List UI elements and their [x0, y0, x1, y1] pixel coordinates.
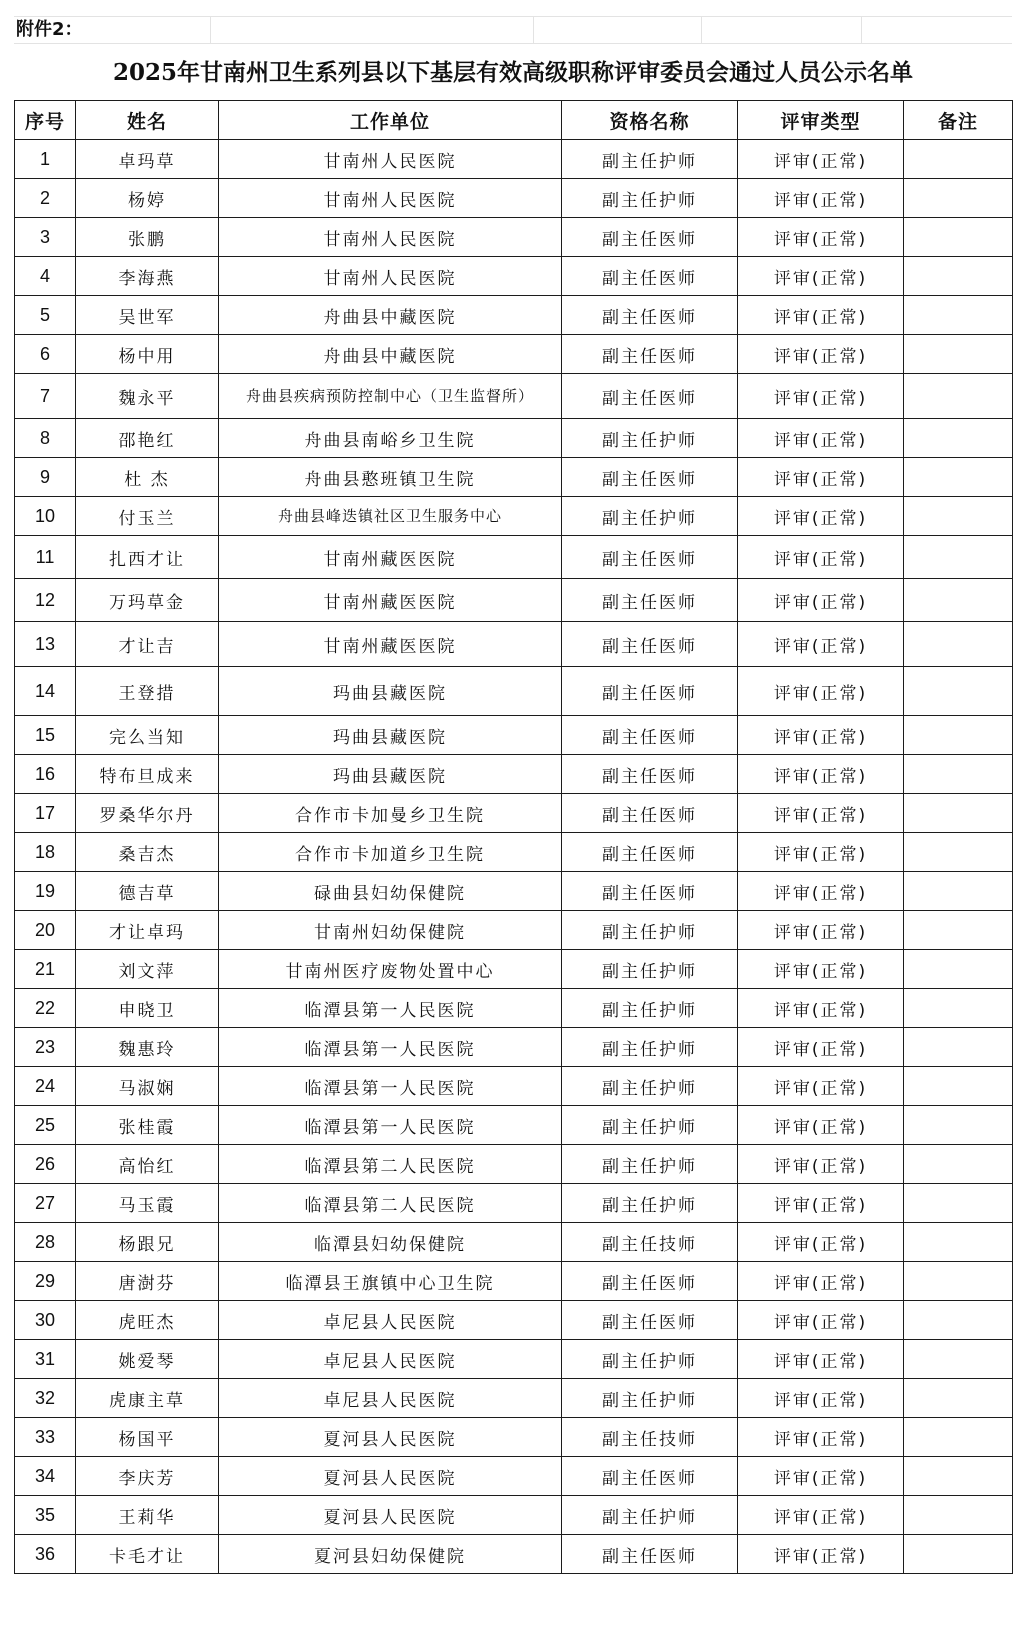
review-type: 评审(正常) [738, 335, 904, 374]
remarks [904, 755, 1013, 794]
review-type: 评审(正常) [738, 497, 904, 536]
table-row [15, 1379, 1013, 1418]
qualification: 副主任医师 [562, 1262, 738, 1301]
row-number: 35 [15, 1496, 76, 1535]
row-number: 8 [15, 419, 76, 458]
table-row [15, 335, 1013, 374]
qualification: 副主任医师 [562, 1301, 738, 1340]
review-type: 评审(正常) [738, 536, 904, 579]
remarks [904, 950, 1013, 989]
person-name: 付玉兰 [76, 497, 219, 536]
header-name: 姓名 [76, 101, 219, 140]
remarks [904, 833, 1013, 872]
review-type: 评审(正常) [738, 833, 904, 872]
work-unit: 临潭县第一人民医院 [219, 1106, 562, 1145]
review-type: 评审(正常) [738, 257, 904, 296]
qualification: 副主任技师 [562, 1223, 738, 1262]
qualification: 副主任护师 [562, 1184, 738, 1223]
remarks [904, 1418, 1013, 1457]
qualification: 副主任护师 [562, 1496, 738, 1535]
remarks [904, 1301, 1013, 1340]
review-type: 评审(正常) [738, 716, 904, 755]
review-type: 评审(正常) [738, 1340, 904, 1379]
gridline [210, 17, 211, 43]
table-row [15, 911, 1013, 950]
work-unit: 卓尼县人民医院 [219, 1301, 562, 1340]
remarks [904, 622, 1013, 667]
person-name: 杨跟兄 [76, 1223, 219, 1262]
table-row [15, 1223, 1013, 1262]
row-number: 20 [15, 911, 76, 950]
table-row [15, 716, 1013, 755]
attachment-label: 附件2： [16, 19, 83, 40]
work-unit: 夏河县人民医院 [219, 1457, 562, 1496]
row-number: 16 [15, 755, 76, 794]
person-name: 吴世军 [76, 296, 219, 335]
row-number: 15 [15, 716, 76, 755]
review-type: 评审(正常) [738, 872, 904, 911]
review-type: 评审(正常) [738, 989, 904, 1028]
remarks [904, 579, 1013, 622]
person-name: 刘文萍 [76, 950, 219, 989]
table-row [15, 622, 1013, 667]
review-type: 评审(正常) [738, 794, 904, 833]
person-name: 李海燕 [76, 257, 219, 296]
remarks [904, 872, 1013, 911]
remarks [904, 140, 1013, 179]
review-type: 评审(正常) [738, 1262, 904, 1301]
work-unit: 甘南州人民医院 [219, 179, 562, 218]
work-unit: 合作市卡加曼乡卫生院 [219, 794, 562, 833]
remarks [904, 1145, 1013, 1184]
work-unit: 碌曲县妇幼保健院 [219, 872, 562, 911]
work-unit: 甘南州人民医院 [219, 257, 562, 296]
review-type: 评审(正常) [738, 1028, 904, 1067]
table-row [15, 1535, 1013, 1574]
qualification: 副主任医师 [562, 536, 738, 579]
row-number: 33 [15, 1418, 76, 1457]
review-type: 评审(正常) [738, 622, 904, 667]
results-table [14, 100, 1013, 1574]
table-row [15, 1184, 1013, 1223]
row-number: 6 [15, 335, 76, 374]
work-unit: 舟曲县疾病预防控制中心（卫生监督所） [219, 374, 562, 419]
person-name: 万玛草金 [76, 579, 219, 622]
work-unit: 临潭县第一人民医院 [219, 1067, 562, 1106]
table-row [15, 872, 1013, 911]
gridline [861, 17, 862, 43]
table-row [15, 374, 1013, 419]
person-name: 扎西才让 [76, 536, 219, 579]
row-number: 22 [15, 989, 76, 1028]
person-name: 魏永平 [76, 374, 219, 419]
person-name: 桑吉杰 [76, 833, 219, 872]
qualification: 副主任医师 [562, 335, 738, 374]
review-type: 评审(正常) [738, 1379, 904, 1418]
person-name: 特布旦成来 [76, 755, 219, 794]
review-type: 评审(正常) [738, 458, 904, 497]
person-name: 申晓卫 [76, 989, 219, 1028]
review-type: 评审(正常) [738, 755, 904, 794]
person-name: 杨婷 [76, 179, 219, 218]
review-type: 评审(正常) [738, 218, 904, 257]
work-unit: 合作市卡加道乡卫生院 [219, 833, 562, 872]
remarks [904, 335, 1013, 374]
person-name: 马淑娴 [76, 1067, 219, 1106]
row-number: 36 [15, 1535, 76, 1574]
remarks [904, 296, 1013, 335]
table-row [15, 1418, 1013, 1457]
work-unit: 夏河县人民医院 [219, 1496, 562, 1535]
remarks [904, 257, 1013, 296]
review-type: 评审(正常) [738, 1223, 904, 1262]
work-unit: 甘南州妇幼保健院 [219, 911, 562, 950]
remarks [904, 497, 1013, 536]
person-name: 才让卓玛 [76, 911, 219, 950]
qualification: 副主任护师 [562, 419, 738, 458]
review-type: 评审(正常) [738, 1535, 904, 1574]
qualification: 副主任护师 [562, 989, 738, 1028]
table-row [15, 257, 1013, 296]
row-number: 9 [15, 458, 76, 497]
remarks [904, 1340, 1013, 1379]
qualification: 副主任护师 [562, 140, 738, 179]
person-name: 马玉霞 [76, 1184, 219, 1223]
review-type: 评审(正常) [738, 1067, 904, 1106]
person-name: 罗桑华尔丹 [76, 794, 219, 833]
work-unit: 玛曲县藏医院 [219, 667, 562, 716]
person-name: 杜 杰 [76, 458, 219, 497]
qualification: 副主任护师 [562, 911, 738, 950]
qualification: 副主任护师 [562, 1067, 738, 1106]
work-unit: 玛曲县藏医院 [219, 716, 562, 755]
remarks [904, 1379, 1013, 1418]
work-unit: 舟曲县峰迭镇社区卫生服务中心 [219, 497, 562, 536]
table-row [15, 950, 1013, 989]
qualification: 副主任护师 [562, 1028, 738, 1067]
person-name: 王莉华 [76, 1496, 219, 1535]
work-unit: 临潭县王旗镇中心卫生院 [219, 1262, 562, 1301]
qualification: 副主任医师 [562, 579, 738, 622]
qualification: 副主任护师 [562, 1106, 738, 1145]
header-qualification: 资格名称 [562, 101, 738, 140]
table-row [15, 833, 1013, 872]
table-row [15, 140, 1013, 179]
row-number: 12 [15, 579, 76, 622]
qualification: 副主任护师 [562, 1379, 738, 1418]
work-unit: 玛曲县藏医院 [219, 755, 562, 794]
table-row [15, 579, 1013, 622]
remarks [904, 1106, 1013, 1145]
table-row [15, 1145, 1013, 1184]
review-type: 评审(正常) [738, 1184, 904, 1223]
qualification: 副主任医师 [562, 257, 738, 296]
remarks [904, 1028, 1013, 1067]
review-type: 评审(正常) [738, 1301, 904, 1340]
row-number: 17 [15, 794, 76, 833]
person-name: 杨国平 [76, 1418, 219, 1457]
table-row [15, 1028, 1013, 1067]
review-type: 评审(正常) [738, 140, 904, 179]
row-number: 32 [15, 1379, 76, 1418]
work-unit: 夏河县妇幼保健院 [219, 1535, 562, 1574]
row-number: 19 [15, 872, 76, 911]
gridline [701, 17, 702, 43]
work-unit: 舟曲县中藏医院 [219, 296, 562, 335]
table-row [15, 497, 1013, 536]
row-number: 30 [15, 1301, 76, 1340]
review-type: 评审(正常) [738, 1457, 904, 1496]
table-row [15, 667, 1013, 716]
work-unit: 甘南州藏医医院 [219, 536, 562, 579]
qualification: 副主任医师 [562, 1535, 738, 1574]
qualification: 副主任医师 [562, 296, 738, 335]
work-unit: 舟曲县中藏医院 [219, 335, 562, 374]
review-type: 评审(正常) [738, 950, 904, 989]
work-unit: 临潭县妇幼保健院 [219, 1223, 562, 1262]
row-number: 25 [15, 1106, 76, 1145]
qualification: 副主任医师 [562, 667, 738, 716]
person-name: 魏惠玲 [76, 1028, 219, 1067]
remarks [904, 536, 1013, 579]
person-name: 虎康主草 [76, 1379, 219, 1418]
header-unit: 工作单位 [219, 101, 562, 140]
remarks [904, 667, 1013, 716]
person-name: 姚爱琴 [76, 1340, 219, 1379]
qualification: 副主任医师 [562, 833, 738, 872]
row-number: 34 [15, 1457, 76, 1496]
review-type: 评审(正常) [738, 1145, 904, 1184]
person-name: 高怡红 [76, 1145, 219, 1184]
person-name: 卡毛才让 [76, 1535, 219, 1574]
qualification: 副主任医师 [562, 218, 738, 257]
person-name: 杨中用 [76, 335, 219, 374]
table-row [15, 1496, 1013, 1535]
remarks [904, 374, 1013, 419]
remarks [904, 794, 1013, 833]
qualification: 副主任医师 [562, 622, 738, 667]
remarks [904, 911, 1013, 950]
work-unit: 甘南州人民医院 [219, 218, 562, 257]
review-type: 评审(正常) [738, 911, 904, 950]
person-name: 王登措 [76, 667, 219, 716]
review-type: 评审(正常) [738, 1418, 904, 1457]
row-number: 11 [15, 536, 76, 579]
row-number: 1 [15, 140, 76, 179]
row-number: 26 [15, 1145, 76, 1184]
review-type: 评审(正常) [738, 667, 904, 716]
work-unit: 临潭县第一人民医院 [219, 1028, 562, 1067]
table-row [15, 1301, 1013, 1340]
table-row [15, 1340, 1013, 1379]
review-type: 评审(正常) [738, 296, 904, 335]
qualification: 副主任护师 [562, 497, 738, 536]
table-row [15, 1457, 1013, 1496]
remarks [904, 419, 1013, 458]
review-type: 评审(正常) [738, 579, 904, 622]
remarks [904, 1184, 1013, 1223]
remarks [904, 989, 1013, 1028]
row-number: 7 [15, 374, 76, 419]
table-row [15, 218, 1013, 257]
remarks [904, 1223, 1013, 1262]
qualification: 副主任护师 [562, 950, 738, 989]
person-name: 李庆芳 [76, 1457, 219, 1496]
person-name: 卓玛草 [76, 140, 219, 179]
qualification: 副主任护师 [562, 1145, 738, 1184]
table-row [15, 179, 1013, 218]
header-no: 序号 [15, 101, 76, 140]
qualification: 副主任医师 [562, 458, 738, 497]
person-name: 德吉草 [76, 872, 219, 911]
work-unit: 舟曲县憨班镇卫生院 [219, 458, 562, 497]
review-type: 评审(正常) [738, 1106, 904, 1145]
work-unit: 临潭县第一人民医院 [219, 989, 562, 1028]
person-name: 邵艳红 [76, 419, 219, 458]
table-row [15, 536, 1013, 579]
row-number: 23 [15, 1028, 76, 1067]
remarks [904, 1067, 1013, 1106]
gridline [533, 17, 534, 43]
qualification: 副主任医师 [562, 1457, 738, 1496]
qualification: 副主任医师 [562, 872, 738, 911]
table-header-row [15, 101, 1013, 140]
remarks [904, 1457, 1013, 1496]
person-name: 唐澍芬 [76, 1262, 219, 1301]
review-type: 评审(正常) [738, 419, 904, 458]
page-title: 2025年甘南州卫生系列县以下基层有效高级职称评审委员会通过人员公示名单 [112, 59, 913, 86]
row-number: 10 [15, 497, 76, 536]
row-number: 27 [15, 1184, 76, 1223]
remarks [904, 458, 1013, 497]
table-row [15, 755, 1013, 794]
table-row [15, 1067, 1013, 1106]
person-name: 张桂霞 [76, 1106, 219, 1145]
header-gridlines [14, 16, 1012, 44]
qualification: 副主任技师 [562, 1418, 738, 1457]
person-name: 张鹏 [76, 218, 219, 257]
row-number: 4 [15, 257, 76, 296]
row-number: 31 [15, 1340, 76, 1379]
qualification: 副主任医师 [562, 794, 738, 833]
row-number: 21 [15, 950, 76, 989]
work-unit: 卓尼县人民医院 [219, 1379, 562, 1418]
work-unit: 临潭县第二人民医院 [219, 1145, 562, 1184]
qualification: 副主任医师 [562, 755, 738, 794]
person-name: 才让吉 [76, 622, 219, 667]
table-row [15, 1262, 1013, 1301]
row-number: 28 [15, 1223, 76, 1262]
qualification: 副主任医师 [562, 716, 738, 755]
header-review-type: 评审类型 [738, 101, 904, 140]
remarks [904, 1496, 1013, 1535]
table-row [15, 296, 1013, 335]
qualification: 副主任医师 [562, 374, 738, 419]
remarks [904, 1535, 1013, 1574]
work-unit: 甘南州医疗废物处置中心 [219, 950, 562, 989]
work-unit: 舟曲县南峪乡卫生院 [219, 419, 562, 458]
row-number: 29 [15, 1262, 76, 1301]
remarks [904, 716, 1013, 755]
table-row [15, 794, 1013, 833]
qualification: 副主任护师 [562, 179, 738, 218]
remarks [904, 1262, 1013, 1301]
header-remarks: 备注 [904, 101, 1013, 140]
table-row [15, 1106, 1013, 1145]
review-type: 评审(正常) [738, 374, 904, 419]
person-name: 虎旺杰 [76, 1301, 219, 1340]
work-unit: 甘南州藏医医院 [219, 622, 562, 667]
row-number: 13 [15, 622, 76, 667]
row-number: 2 [15, 179, 76, 218]
work-unit: 甘南州人民医院 [219, 140, 562, 179]
person-name: 完么当知 [76, 716, 219, 755]
table-row [15, 419, 1013, 458]
work-unit: 甘南州藏医医院 [219, 579, 562, 622]
row-number: 24 [15, 1067, 76, 1106]
qualification: 副主任护师 [562, 1340, 738, 1379]
table-row [15, 458, 1013, 497]
remarks [904, 218, 1013, 257]
row-number: 14 [15, 667, 76, 716]
work-unit: 夏河县人民医院 [219, 1418, 562, 1457]
review-type: 评审(正常) [738, 179, 904, 218]
work-unit: 卓尼县人民医院 [219, 1340, 562, 1379]
remarks [904, 179, 1013, 218]
row-number: 3 [15, 218, 76, 257]
row-number: 5 [15, 296, 76, 335]
table-row [15, 989, 1013, 1028]
work-unit: 临潭县第二人民医院 [219, 1184, 562, 1223]
review-type: 评审(正常) [738, 1496, 904, 1535]
row-number: 18 [15, 833, 76, 872]
